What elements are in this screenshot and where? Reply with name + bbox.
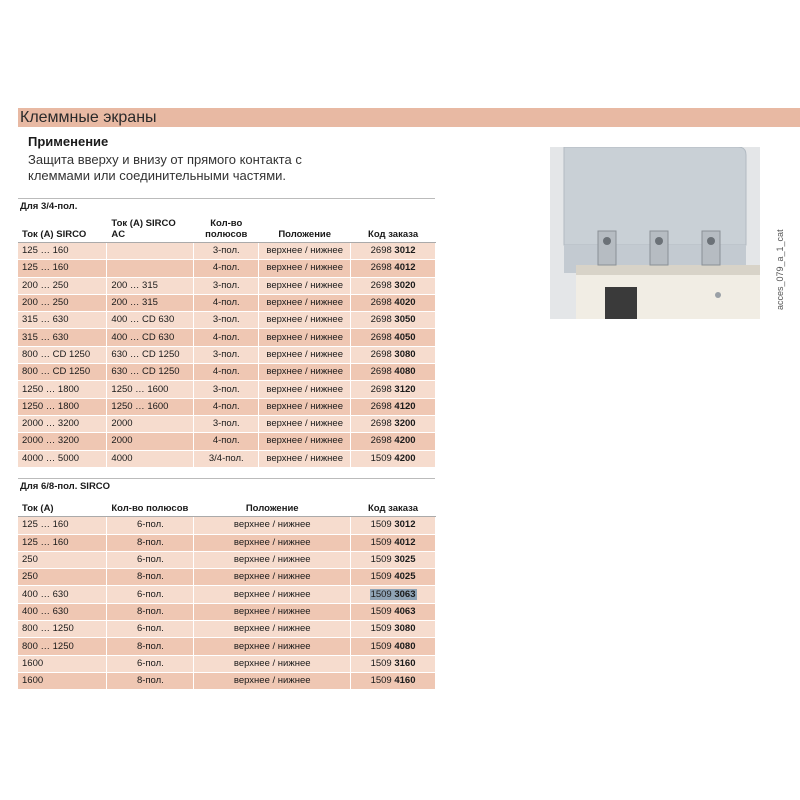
order-code-cell: [351, 277, 436, 294]
poles-cell: 3-пол.: [194, 346, 259, 363]
order-code-suffix: 4120: [394, 400, 416, 412]
current-sirco-ac-cell: 1250 … 1600: [107, 398, 194, 415]
order-code-suffix: 4063: [394, 605, 416, 617]
order-code-cell: [351, 569, 436, 586]
position-cell: верхнее / нижнее: [259, 450, 351, 467]
position-cell: верхнее / нижнее: [194, 655, 351, 672]
order-code-suffix: 3063: [394, 588, 416, 600]
poles-cell: 6-пол.: [107, 655, 194, 672]
order-code-suffix: 3050: [394, 314, 416, 326]
position-cell: верхнее / нижнее: [259, 415, 351, 432]
poles-cell: 3-пол.: [194, 277, 259, 294]
poles-cell: 3/4-пол.: [194, 450, 259, 467]
current-sirco-ac-cell: 400 … CD 630: [107, 329, 194, 346]
order-code-cell: [351, 450, 436, 467]
order-code-suffix: 3200: [394, 418, 416, 430]
current-cell: 250: [18, 569, 107, 586]
order-code-prefix: 2698: [370, 331, 395, 343]
order-code-prefix: 2698: [370, 314, 395, 326]
poles-cell: 6-пол.: [107, 621, 194, 638]
table-row: [18, 398, 436, 415]
order-code-prefix: 1509: [370, 640, 395, 652]
current-sirco-ac-cell: 1250 … 1600: [107, 381, 194, 398]
table-6-8-poles: [18, 478, 436, 690]
order-code-suffix: 3025: [394, 554, 416, 566]
position-cell: верхнее / нижнее: [194, 638, 351, 655]
product-photo: [550, 147, 760, 319]
order-code-cell: [351, 312, 436, 329]
current-cell: 400 … 630: [18, 586, 107, 603]
current-sirco-ac-cell: 200 … 315: [107, 277, 194, 294]
position-cell: верхнее / нижнее: [194, 534, 351, 551]
order-code-suffix: 3012: [394, 519, 416, 531]
order-code-cell: [351, 551, 436, 568]
current-sirco-cell: 1250 … 1800: [18, 398, 107, 415]
table-row: [18, 277, 436, 294]
order-code-suffix: 3012: [394, 245, 416, 257]
poles-cell: 3-пол.: [194, 415, 259, 432]
position-cell: верхнее / нижнее: [259, 398, 351, 415]
current-sirco-cell: 1250 … 1800: [18, 381, 107, 398]
order-code-cell: [351, 534, 436, 551]
poles-cell: 4-пол.: [194, 329, 259, 346]
current-sirco-ac-cell: 2000: [107, 433, 194, 450]
header-current-sirco: Ток (A) SIRCO: [18, 216, 107, 243]
table-row: [18, 260, 436, 277]
order-code-prefix: 2698: [370, 279, 395, 291]
poles-cell: 8-пол.: [107, 638, 194, 655]
poles-cell: 8-пол.: [107, 672, 194, 689]
position-cell: верхнее / нижнее: [259, 381, 351, 398]
order-code-suffix: 4012: [394, 262, 416, 274]
current-sirco-ac-cell: 4000: [107, 450, 194, 467]
current-sirco-cell: 125 … 160: [18, 243, 107, 260]
table-row: [18, 638, 436, 655]
position-cell: верхнее / нижнее: [259, 277, 351, 294]
order-code-cell: [351, 329, 436, 346]
current-sirco-cell: 200 … 250: [18, 294, 107, 311]
order-code-prefix: 1509: [370, 657, 395, 669]
current-sirco-cell: 2000 … 3200: [18, 415, 107, 432]
table-row: [18, 346, 436, 363]
poles-cell: 4-пол.: [194, 364, 259, 381]
position-cell: верхнее / нижнее: [259, 260, 351, 277]
table-row: [18, 415, 436, 432]
order-code-prefix: 1509: [370, 605, 395, 617]
current-sirco-ac-cell: 630 … CD 1250: [107, 346, 194, 363]
position-cell: верхнее / нижнее: [194, 517, 351, 534]
order-code-cell: [351, 638, 436, 655]
header-position: Положение: [194, 496, 351, 517]
position-cell: верхнее / нижнее: [194, 551, 351, 568]
poles-cell: 8-пол.: [107, 603, 194, 620]
order-code-prefix: 1509: [370, 536, 395, 548]
order-code-prefix: 1509: [370, 675, 395, 687]
current-sirco-cell: 800 … CD 1250: [18, 364, 107, 381]
application-text: Защита вверху и внизу от прямого контакта с клеммами или соединительными частями.: [28, 152, 302, 183]
header-poles: Кол-во полюсов: [107, 496, 194, 517]
table-row: [18, 433, 436, 450]
current-cell: 800 … 1250: [18, 638, 107, 655]
table-row: [18, 381, 436, 398]
order-code-cell: [351, 586, 436, 603]
table-row: [18, 586, 436, 603]
table-row: [18, 294, 436, 311]
order-code-suffix: 3160: [394, 657, 416, 669]
order-code-suffix: 4080: [394, 366, 416, 378]
poles-cell: 6-пол.: [107, 586, 194, 603]
current-sirco-ac-cell: 200 … 315: [107, 294, 194, 311]
order-code-prefix: 2698: [370, 297, 395, 309]
order-code-prefix: 2698: [370, 435, 395, 447]
current-cell: 125 … 160: [18, 534, 107, 551]
order-code-suffix: 3120: [394, 383, 416, 395]
position-cell: верхнее / нижнее: [259, 346, 351, 363]
order-code-suffix: 4020: [394, 297, 416, 309]
position-cell: верхнее / нижнее: [259, 329, 351, 346]
current-sirco-cell: 315 … 630: [18, 329, 107, 346]
table-row: [18, 329, 436, 346]
poles-cell: 4-пол.: [194, 398, 259, 415]
order-code-cell: [351, 260, 436, 277]
current-sirco-cell: 4000 … 5000: [18, 450, 107, 467]
position-cell: верхнее / нижнее: [259, 433, 351, 450]
order-code-prefix: 1509: [370, 623, 395, 635]
poles-cell: 8-пол.: [107, 534, 194, 551]
order-code-cell: [351, 398, 436, 415]
order-code-cell: [351, 243, 436, 260]
order-code-cell: [351, 672, 436, 689]
table-row: [18, 551, 436, 568]
order-code-cell: [351, 433, 436, 450]
poles-cell: 4-пол.: [194, 260, 259, 277]
position-cell: верхнее / нижнее: [259, 364, 351, 381]
position-cell: верхнее / нижнее: [259, 312, 351, 329]
table-row: [18, 603, 436, 620]
order-code-prefix: 2698: [370, 383, 395, 395]
table-row: [18, 569, 436, 586]
photo-caption: acces_079_a_1_cat: [775, 229, 785, 310]
order-code-suffix: 3080: [394, 623, 416, 635]
current-sirco-ac-cell: 630 … CD 1250: [107, 364, 194, 381]
order-code-prefix: 1509: [370, 571, 395, 583]
application-heading: Применение: [28, 134, 109, 149]
order-code-cell: [351, 517, 436, 534]
current-cell: 800 … 1250: [18, 621, 107, 638]
order-code-prefix: 2698: [370, 348, 395, 360]
position-cell: верхнее / нижнее: [194, 672, 351, 689]
table-row: [18, 621, 436, 638]
current-cell: 250: [18, 551, 107, 568]
order-code-suffix: 4050: [394, 331, 416, 343]
order-code-suffix: 4200: [394, 435, 416, 447]
order-code-prefix: 1509: [370, 519, 395, 531]
order-code-cell: [351, 346, 436, 363]
table-row: [18, 672, 436, 689]
title-bar: [18, 108, 800, 127]
poles-cell: 3-пол.: [194, 381, 259, 398]
order-code-suffix: 3080: [394, 348, 416, 360]
table-row: [18, 243, 436, 260]
poles-cell: 4-пол.: [194, 294, 259, 311]
poles-cell: 8-пол.: [107, 569, 194, 586]
position-cell: верхнее / нижнее: [259, 294, 351, 311]
header-current-sirco-ac: Ток (A) SIRCO AC: [107, 216, 194, 243]
poles-cell: 3-пол.: [194, 243, 259, 260]
poles-cell: 6-пол.: [107, 551, 194, 568]
order-code-prefix: 1509: [370, 452, 395, 464]
position-cell: верхнее / нижнее: [194, 586, 351, 603]
order-code-suffix: 4200: [394, 452, 416, 464]
order-code-cell: [351, 364, 436, 381]
current-cell: 1600: [18, 655, 107, 672]
header-position: Положение: [259, 216, 351, 243]
order-code-suffix: 4160: [394, 675, 416, 687]
current-cell: 125 … 160: [18, 517, 107, 534]
position-cell: верхнее / нижнее: [259, 243, 351, 260]
poles-cell: 3-пол.: [194, 312, 259, 329]
current-sirco-cell: 125 … 160: [18, 260, 107, 277]
current-sirco-ac-cell: 400 … CD 630: [107, 312, 194, 329]
current-sirco-cell: 2000 … 3200: [18, 433, 107, 450]
order-code-prefix: 2698: [370, 400, 395, 412]
table-row: [18, 364, 436, 381]
order-code-cell: [351, 381, 436, 398]
current-sirco-cell: 800 … CD 1250: [18, 346, 107, 363]
order-code-prefix: 1509: [370, 588, 395, 600]
table-row: [18, 655, 436, 672]
table-row: [18, 312, 436, 329]
order-code-cell: [351, 621, 436, 638]
order-code-prefix: 2698: [370, 366, 395, 378]
table-3-4-poles: [18, 198, 436, 468]
poles-cell: 4-пол.: [194, 433, 259, 450]
table-row: [18, 450, 436, 467]
order-code-cell: [351, 603, 436, 620]
order-code-prefix: 1509: [370, 554, 395, 566]
order-code-suffix: 3020: [394, 279, 416, 291]
order-code-cell: [351, 655, 436, 672]
order-code-cell: [351, 294, 436, 311]
header-current: Ток (A): [18, 496, 107, 517]
current-sirco-ac-cell: [107, 260, 194, 277]
order-code-cell: [351, 415, 436, 432]
order-code-prefix: 2698: [370, 245, 395, 257]
order-code-suffix: 4025: [394, 571, 416, 583]
position-cell: верхнее / нижнее: [194, 603, 351, 620]
table-row: [18, 534, 436, 551]
current-cell: 400 … 630: [18, 603, 107, 620]
current-sirco-ac-cell: 2000: [107, 415, 194, 432]
order-code-prefix: 2698: [370, 418, 395, 430]
current-sirco-ac-cell: [107, 243, 194, 260]
table-row: [18, 517, 436, 534]
page-title: Клеммные экраны: [20, 109, 157, 126]
current-sirco-cell: 200 … 250: [18, 277, 107, 294]
header-order-code: Код заказа: [351, 496, 436, 517]
header-order-code: Код заказа: [351, 216, 436, 243]
current-cell: 1600: [18, 672, 107, 689]
order-code-prefix: 2698: [370, 262, 395, 274]
current-sirco-cell: 315 … 630: [18, 312, 107, 329]
poles-cell: 6-пол.: [107, 517, 194, 534]
table1-section-title: Для 3/4-пол.: [18, 199, 436, 216]
order-code-suffix: 4012: [394, 536, 416, 548]
header-poles: Кол-во полюсов: [194, 216, 259, 243]
position-cell: верхнее / нижнее: [194, 569, 351, 586]
order-code-suffix: 4080: [394, 640, 416, 652]
table2-section-title: Для 6/8-пол. SIRCO: [18, 479, 436, 496]
position-cell: верхнее / нижнее: [194, 621, 351, 638]
